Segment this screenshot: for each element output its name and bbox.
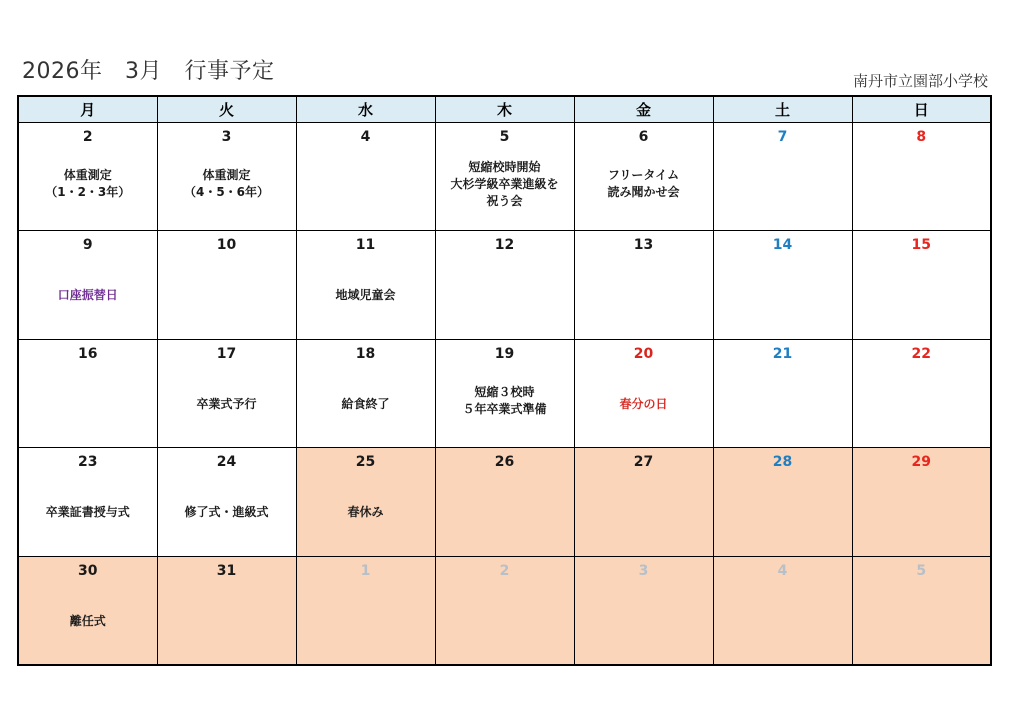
day-cell <box>852 339 991 447</box>
day-number: 7 <box>777 129 788 145</box>
day-cell-spring-break <box>435 448 574 556</box>
day-cell <box>296 231 435 339</box>
day-number: 29 <box>911 454 931 471</box>
event-text: 春休み <box>347 505 384 520</box>
day-cell <box>296 123 435 231</box>
event-text: 口座振替日 <box>57 288 118 303</box>
school-name: 南丹市立園部小学校 <box>852 72 988 90</box>
day-cell-other-month <box>852 556 991 665</box>
day-cell-other-month <box>713 556 852 665</box>
weekday-fri: 金 <box>574 96 713 123</box>
weekday-mon: 月 <box>18 96 157 123</box>
day-number: 10 <box>216 237 237 254</box>
day-number: 18 <box>355 345 376 362</box>
day-number: 3 <box>221 129 232 145</box>
day-number: 28 <box>772 454 793 471</box>
day-number: 4 <box>777 562 788 579</box>
week-row <box>18 231 991 339</box>
day-cell-other-month <box>574 556 713 665</box>
calendar-table <box>17 95 992 666</box>
day-number: 31 <box>216 562 237 579</box>
week-row <box>18 339 991 447</box>
day-number: 17 <box>216 345 237 362</box>
day-number: 22 <box>911 345 931 362</box>
day-cell <box>713 123 852 231</box>
day-cell-spring-break <box>852 448 991 556</box>
day-number: 25 <box>355 454 376 471</box>
day-cell <box>713 339 852 447</box>
weekday-tue: 火 <box>157 96 296 123</box>
day-number: 6 <box>638 129 649 145</box>
day-number: 8 <box>916 129 927 145</box>
weekday-thu: 木 <box>435 96 574 123</box>
event-text: 短縮校時開始 大杉学級卒業進級を 祝う会 <box>450 160 559 208</box>
day-cell-spring-break <box>296 448 435 556</box>
day-cell <box>852 123 991 231</box>
day-number: 4 <box>360 129 371 145</box>
day-number: 3 <box>638 562 649 579</box>
day-number: 12 <box>494 237 515 254</box>
day-cell-spring-break <box>18 556 157 665</box>
day-cell <box>574 123 713 231</box>
event-text: 短縮３校時 ５年卒業式準備 <box>462 384 547 416</box>
event-text: 地域児童会 <box>335 288 396 303</box>
day-number: 2 <box>499 562 510 579</box>
event-text: 給食終了 <box>341 396 390 411</box>
day-cell <box>852 231 991 339</box>
weekday-sun: 日 <box>852 96 991 123</box>
day-number: 30 <box>78 562 98 579</box>
day-cell <box>435 339 574 447</box>
day-number: 9 <box>82 237 93 254</box>
day-number: 1 <box>360 562 371 579</box>
event-text: フリータイム 読み聞かせ会 <box>607 168 680 199</box>
day-cell <box>18 448 157 556</box>
day-number: 5 <box>916 562 927 579</box>
day-cell <box>18 231 157 339</box>
day-cell <box>713 231 852 339</box>
day-cell-spring-break <box>713 448 852 556</box>
day-cell <box>157 448 296 556</box>
day-cell <box>574 231 713 339</box>
day-cell <box>435 123 574 231</box>
event-text: 卒業証書授与式 <box>45 505 130 520</box>
day-number: 14 <box>772 237 793 254</box>
day-cell <box>435 231 574 339</box>
day-cell <box>157 123 296 231</box>
day-number: 16 <box>78 345 98 362</box>
event-text: 体重測定 （1・2・3年） <box>45 168 131 199</box>
day-cell-spring-break <box>157 556 296 665</box>
day-cell-spring-break <box>574 448 713 556</box>
day-number: 26 <box>494 454 515 471</box>
week-row <box>18 556 991 665</box>
week-row <box>18 448 991 556</box>
day-cell <box>18 123 157 231</box>
event-text: 春分の日 <box>619 396 668 411</box>
weekday-wed: 水 <box>296 96 435 123</box>
day-number: 21 <box>772 345 793 362</box>
day-cell <box>574 339 713 447</box>
day-number: 27 <box>633 454 654 471</box>
day-cell <box>18 339 157 447</box>
day-number: 19 <box>494 345 515 362</box>
day-cell <box>296 339 435 447</box>
day-number: 11 <box>355 237 376 254</box>
day-number: 24 <box>216 454 237 471</box>
day-cell-other-month <box>435 556 574 665</box>
day-number: 5 <box>499 129 510 145</box>
day-cell <box>157 339 296 447</box>
day-cell-other-month <box>296 556 435 665</box>
event-text: 離任式 <box>69 613 106 628</box>
day-number: 23 <box>78 454 98 471</box>
day-cell <box>157 231 296 339</box>
day-number: 20 <box>633 345 654 362</box>
page-title: 2026年 3月 行事予定 <box>22 59 275 84</box>
event-text: 体重測定 （4・5・6年） <box>183 168 270 199</box>
day-number: 2 <box>82 129 93 145</box>
event-text: 修了式・進級式 <box>184 505 269 520</box>
day-number: 15 <box>911 237 931 254</box>
day-number: 13 <box>633 237 654 254</box>
weekday-sat: 土 <box>713 96 852 123</box>
weekday-header-row <box>18 96 991 123</box>
event-text: 卒業式予行 <box>196 396 257 411</box>
week-row <box>18 123 991 231</box>
